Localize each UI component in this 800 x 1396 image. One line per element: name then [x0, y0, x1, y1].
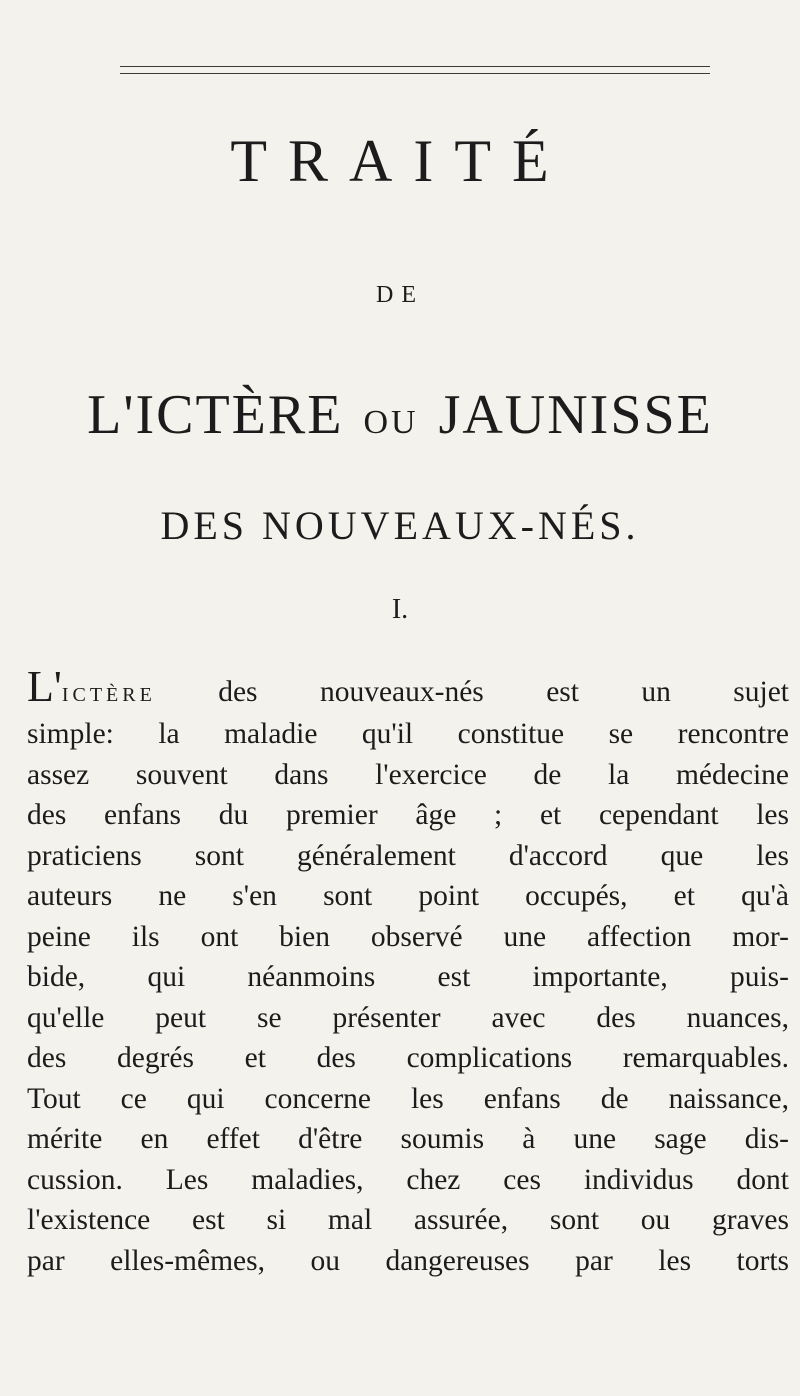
body-line: assez souvent dans l'exercice de la médecine [27, 758, 789, 791]
body-line: qu'elle peut se présenter avec des nuances, [27, 1001, 789, 1034]
title-connector: DE [376, 282, 424, 308]
body-line: cussion. Les maladies, chez ces individus dont [27, 1163, 789, 1196]
subtitle [0, 382, 800, 456]
subtitle-ou: OU [363, 404, 419, 441]
body-line: simple: la maladie qu'il constitue se rencontre [27, 718, 789, 750]
top-rule-thin [120, 73, 710, 74]
subtitle-line2: DES NOUVEAUX-NÉS. [160, 503, 640, 548]
body-line: des degrés et des complications remarquables. [27, 1042, 789, 1074]
body-line: bide, qui néanmoins est importante, puis- [27, 961, 789, 993]
body-line: l'existence est si mal assurée, sont ou graves [27, 1204, 789, 1236]
subtitle-part1: L'ICTÈRE [87, 384, 344, 446]
body-line: mérite en effet d'être soumis à une sage dis- [27, 1123, 789, 1155]
section-number: I. [391, 594, 409, 625]
page-title: TRAITÉ [230, 128, 570, 194]
first-word-smallcaps: ICTÈRE [61, 684, 156, 706]
body-line: Tout ce qui concerne les enfans de naissance, [27, 1082, 789, 1115]
top-rule-thick [120, 66, 710, 67]
body-line: L'ICTÈRE des nouveaux-nés est un sujet [27, 662, 789, 711]
body-line: des enfans du premier âge ; et cependant les [27, 799, 789, 831]
body-line: peine ils ont bien observé une affection mor- [27, 920, 789, 953]
drop-cap: L' [27, 662, 62, 711]
body-text [27, 662, 789, 1281]
body-line: auteurs ne s'en sont point occupés, et qu'à [27, 880, 789, 912]
subtitle-part2: JAUNISSE [438, 384, 713, 446]
body-line: par elles-mêmes, ou dangereuses par les torts [27, 1244, 789, 1277]
body-line: praticiens sont généralement d'accord que les [27, 839, 789, 872]
